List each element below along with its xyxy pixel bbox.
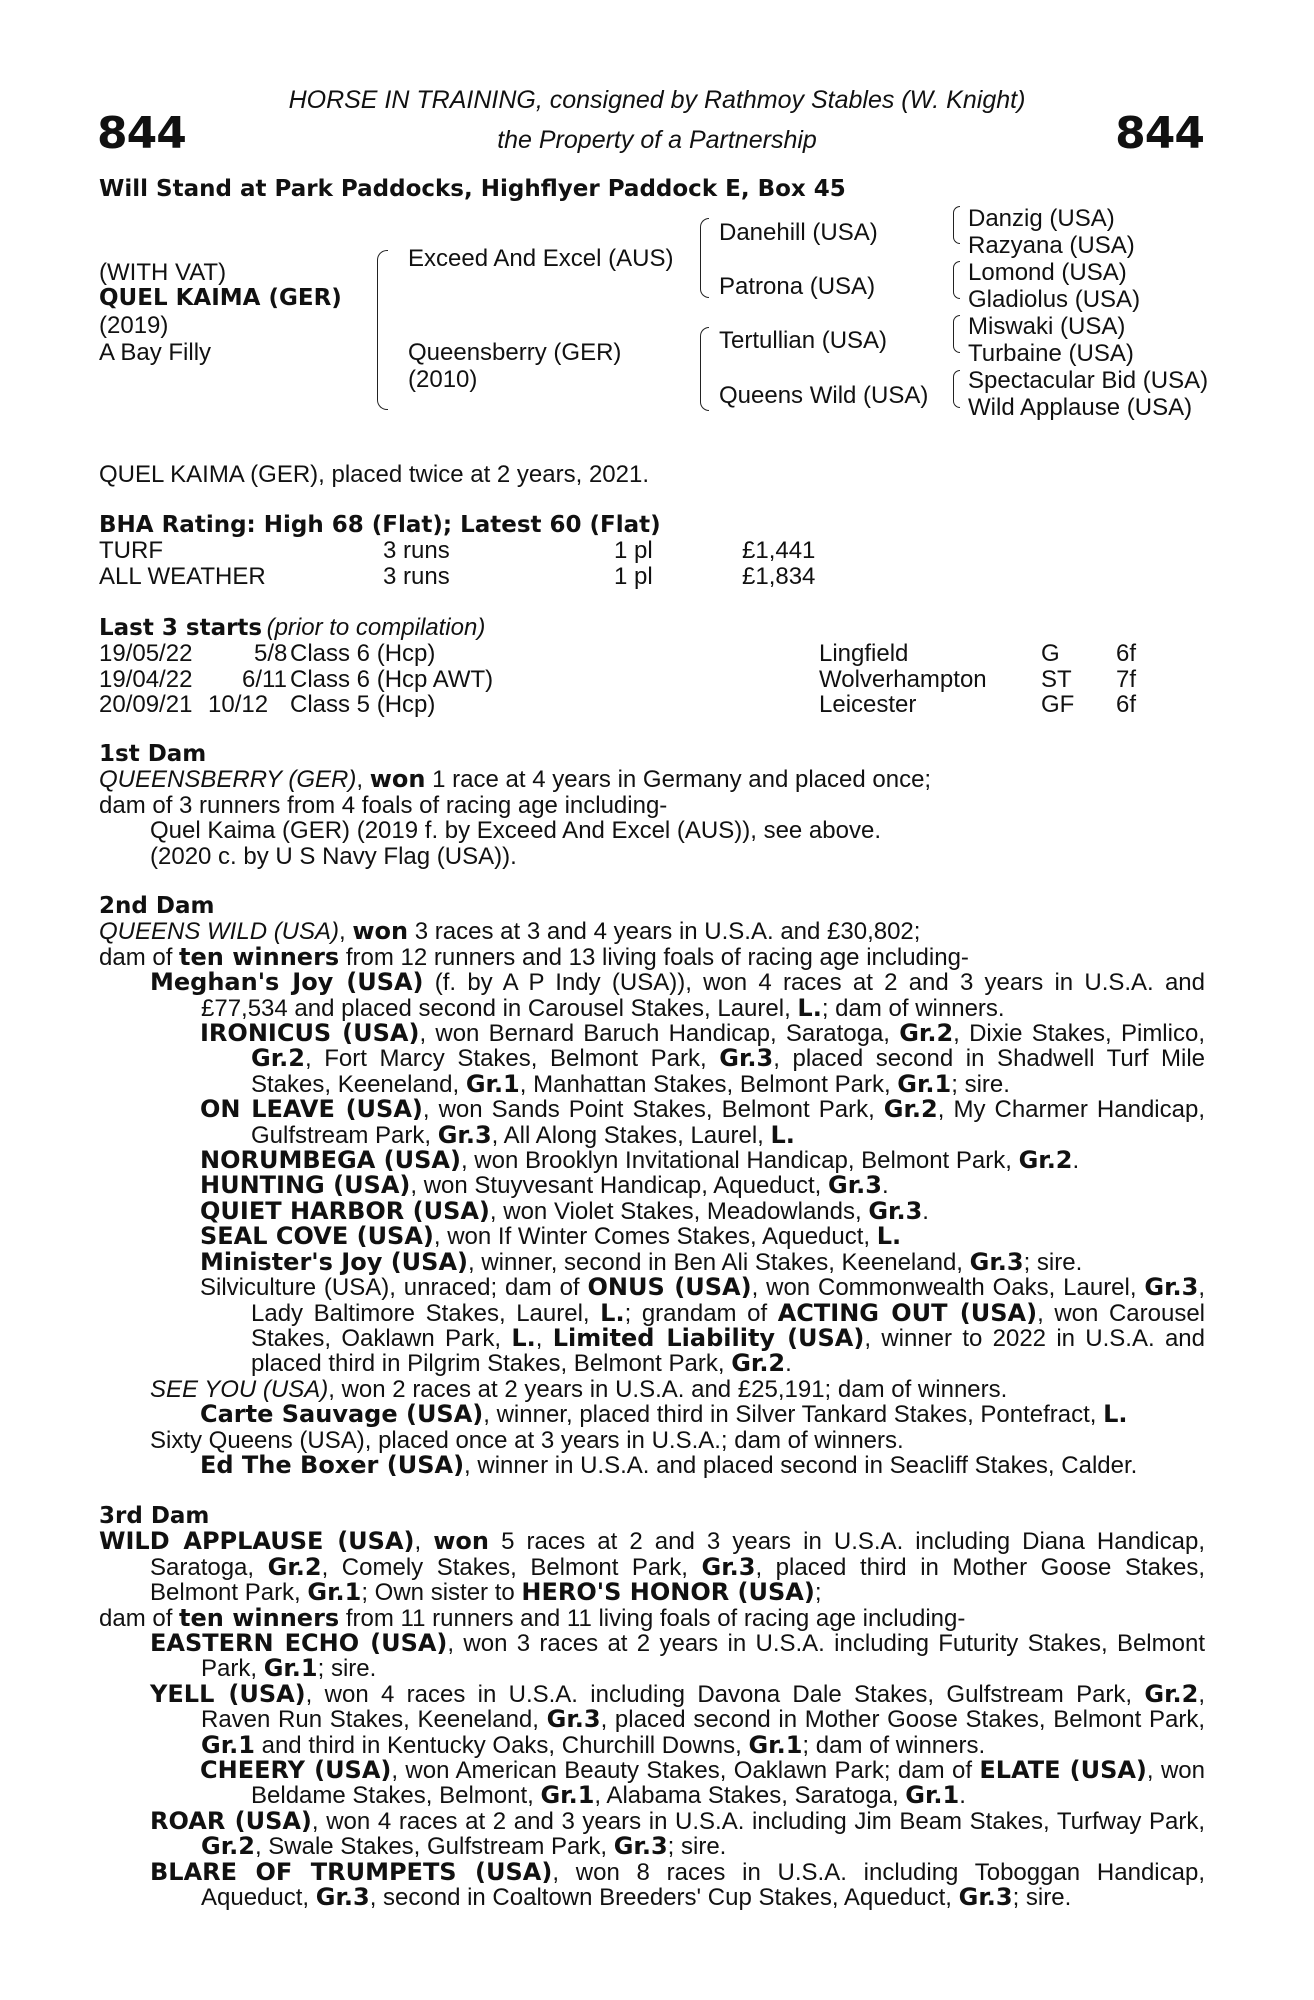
- last-starts-note: (prior to compilation): [266, 614, 486, 641]
- horse-year: (2019): [99, 312, 169, 339]
- start-class: Class 5 (Hcp): [290, 691, 436, 718]
- horse-description: A Bay Filly: [99, 339, 212, 366]
- start-position: 6/11: [242, 666, 287, 693]
- start-date: 19/04/22: [99, 666, 193, 693]
- pedigree-sire-dam: Patrona (USA): [719, 273, 876, 300]
- pedigree-gen3-3: Lomond (USA): [968, 259, 1127, 286]
- pedigree-brace-sire: [700, 218, 709, 298]
- produce-item: BLARE OF TRUMPETS (USA), won 8 races in U.S.A. including Toboggan Handicap, Aqueduct, Gr.3, second in Coaltown Breeders' Cup Stakes, Aqueduct, Gr.3; sire.: [150, 1857, 1205, 1912]
- start-class: Class 6 (Hcp): [290, 640, 436, 667]
- first-dam-produce-intro: dam of 3 runners from 4 foals of racing age including-: [99, 791, 668, 819]
- start-going: ST: [1041, 666, 1072, 693]
- rating-runs: 3 runs: [383, 537, 450, 564]
- vat-note: (WITH VAT): [99, 259, 227, 286]
- produce-item: NORUMBEGA (USA), won Brooklyn Invitational Handicap, Belmont Park, Gr.2.: [200, 1146, 1080, 1175]
- last-starts-title: Last 3 starts: [99, 615, 263, 641]
- start-going: G: [1041, 640, 1060, 667]
- produce-item: Sixty Queens (USA), placed once at 3 years in U.S.A.; dam of winners.: [150, 1426, 904, 1454]
- pedigree-gen3-8: Wild Applause (USA): [968, 394, 1193, 421]
- produce-item: EASTERN ECHO (USA), won 3 races at 2 years in U.S.A. including Futurity Stakes, Belmont Park, Gr.1; sire.: [150, 1629, 1205, 1683]
- pedigree-brace-g3: [953, 315, 960, 353]
- start-course: Lingfield: [819, 640, 909, 667]
- start-position: 10/12: [208, 691, 269, 718]
- produce-item: Silviculture (USA), unraced; dam of ONUS (USA), won Commonwealth Oaks, Laurel, Gr.3, Lady Baltimore Stakes, Laurel, L.; grandam of ACTING OUT (USA), won Carousel Stakes, Oaklawn Park, L., Limited Liability (USA), winner to 2022 in U.S.A. and placed third in Pilgrim Stakes, Belmont Park, Gr.2.: [200, 1273, 1206, 1378]
- last-starts-heading: [99, 614, 485, 642]
- produce-item: CHEERY (USA), won American Beauty Stakes, Oaklawn Park; dam of ELATE (USA), won Beldame Stakes, Belmont, Gr.1, Alabama Stakes, Saratoga, Gr.1.: [200, 1756, 1205, 1810]
- lot-number-left: 844: [97, 108, 186, 159]
- rating-prize: £1,834: [742, 563, 816, 590]
- rating-placed: 1 pl: [614, 563, 653, 590]
- rating-surface: ALL WEATHER: [99, 563, 266, 590]
- pedigree-sire: Exceed And Excel (AUS): [408, 245, 674, 272]
- second-dam-produce-intro: dam of ten winners from 12 runners and 13 living foals of racing age including-: [99, 942, 969, 971]
- stand-location: Will Stand at Park Paddocks, Highflyer Paddock E, Box 45: [99, 176, 846, 202]
- race-summary: QUEL KAIMA (GER), placed twice at 2 years, 2021.: [99, 461, 650, 488]
- rating-surface: TURF: [99, 537, 163, 564]
- pedigree-brace-g2: [953, 261, 960, 299]
- second-dam-section: [99, 894, 1205, 1478]
- produce-item: Meghan's Joy (USA) (f. by A P Indy (USA)), won 4 races at 2 and 3 years in U.S.A. and £77,534 and placed second in Carousel Stakes, Laurel, L.; dam of winners.: [150, 968, 1205, 1022]
- start-distance: 6f: [1116, 691, 1137, 718]
- second-dam-text: QUEENS WILD (USA), won 3 races at 3 and 4 years in U.S.A. and £30,802;: [99, 917, 921, 946]
- produce-item: HUNTING (USA), won Stuyvesant Handicap, Aqueduct, Gr.3.: [200, 1171, 889, 1200]
- start-course: Leicester: [819, 691, 917, 718]
- bha-rating-title: BHA Rating: High 68 (Flat); Latest 60 (Flat): [99, 512, 661, 538]
- first-dam-produce-item: (2020 c. by U S Navy Flag (USA)).: [150, 842, 517, 870]
- start-going: GF: [1041, 691, 1075, 718]
- produce-item: Ed The Boxer (USA), winner in U.S.A. and placed second in Seacliff Stakes, Calder.: [200, 1450, 1138, 1479]
- pedigree-dam-year: (2010): [408, 366, 478, 393]
- third-dam-text: WILD APPLAUSE (USA), won 5 races at 2 and 3 years in U.S.A. including Diana Handicap, Saratoga, Gr.2, Comely Stakes, Belmont Park, Gr.3, placed third in Mother Goose Stakes, Belmont Park, Gr.1; Own sister to HERO'S HONOR (USA);: [99, 1527, 1205, 1607]
- third-dam-heading: 3rd Dam: [99, 1503, 210, 1529]
- start-date: 19/05/22: [99, 640, 193, 667]
- pedigree-gen3-2: Razyana (USA): [968, 232, 1135, 259]
- produce-item: ROAR (USA), won 4 races at 2 and 3 years in U.S.A. including Jim Beam Stakes, Turfway Park, Gr.2, Swale Stakes, Gulfstream Park, Gr.3; sire.: [150, 1806, 1205, 1861]
- produce-item: YELL (USA), won 4 races in U.S.A. including Davona Dale Stakes, Gulfstream Park, Gr.2, Raven Run Stakes, Keeneland, Gr.3, placed second in Mother Goose Stakes, Belmont Park, Gr.1 and third in Kentucky Oaks, Churchill Downs, Gr.1; dam of winners.: [150, 1679, 1206, 1759]
- lot-number-right: 844: [1115, 108, 1204, 159]
- pedigree-gen3-1: Danzig (USA): [968, 205, 1115, 232]
- produce-item: SEAL COVE (USA), won If Winter Comes Stakes, Aqueduct, L.: [200, 1222, 902, 1251]
- pedigree-sire-sire: Danehill (USA): [719, 219, 878, 246]
- produce-item: IRONICUS (USA), won Bernard Baruch Handicap, Saratoga, Gr.2, Dixie Stakes, Pimlico, Gr.2, Fort Marcy Stakes, Belmont Park, Gr.3, placed second in Shadwell Turf Mile Stakes, Keeneland, Gr.1, Manhattan Stakes, Belmont Park, Gr.1; sire.: [200, 1019, 1205, 1098]
- pedigree-brace-g4: [953, 370, 960, 408]
- pedigree-gen3-5: Miswaki (USA): [968, 313, 1126, 340]
- produce-item: QUIET HARBOR (USA), won Violet Stakes, Meadowlands, Gr.3.: [200, 1196, 929, 1225]
- pedigree-gen3-4: Gladiolus (USA): [968, 286, 1141, 313]
- rating-prize: £1,441: [742, 537, 816, 564]
- start-class: Class 6 (Hcp AWT): [290, 666, 494, 693]
- horse-name: QUEL KAIMA (GER): [99, 285, 342, 311]
- pedigree-dam-dam: Queens Wild (USA): [719, 382, 929, 409]
- first-dam-section: [99, 742, 1205, 869]
- pedigree-brace-g1: [953, 206, 960, 244]
- pedigree-dam-sire: Tertullian (USA): [719, 327, 888, 354]
- rating-placed: 1 pl: [614, 537, 653, 564]
- third-dam-section: [99, 1504, 1205, 1911]
- produce-item: Minister's Joy (USA), winner, second in Ben Ali Stakes, Keeneland, Gr.3; sire.: [200, 1247, 1083, 1276]
- start-course: Wolverhampton: [819, 666, 987, 693]
- pedigree-gen3-6: Turbaine (USA): [968, 340, 1134, 367]
- pedigree-brace-dam: [700, 327, 709, 411]
- start-position: 5/8: [254, 640, 288, 667]
- produce-item: Carte Sauvage (USA), winner, placed third in Silver Tankard Stakes, Pontefract, L.: [200, 1400, 1128, 1429]
- pedigree-dam: Queensberry (GER): [408, 339, 622, 366]
- first-dam-heading: 1st Dam: [99, 741, 207, 767]
- start-distance: 7f: [1116, 666, 1137, 693]
- first-dam-text: QUEENSBERRY (GER), won 1 race at 4 years in Germany and placed once;: [99, 765, 932, 794]
- pedigree-gen3-7: Spectacular Bid (USA): [968, 367, 1209, 394]
- property-line: the Property of a Partnership: [497, 126, 817, 154]
- consignor-line: HORSE IN TRAINING, consigned by Rathmoy Stables (W. Knight): [288, 86, 1026, 114]
- rating-runs: 3 runs: [383, 563, 450, 590]
- first-dam-produce-item: Quel Kaima (GER) (2019 f. by Exceed And Excel (AUS)), see above.: [150, 817, 881, 845]
- produce-item: SEE YOU (USA), won 2 races at 2 years in U.S.A. and £25,191; dam of winners.: [150, 1375, 1008, 1403]
- produce-item: ON LEAVE (USA), won Sands Point Stakes, Belmont Park, Gr.2, My Charmer Handicap, Gulfstream Park, Gr.3, All Along Stakes, Laurel, L.: [200, 1095, 1205, 1149]
- third-dam-produce-intro: dam of ten winners from 11 runners and 11 living foals of racing age including-: [99, 1603, 966, 1632]
- start-date: 20/09/21: [99, 691, 193, 718]
- pedigree-brace-main: [377, 250, 388, 410]
- start-distance: 6f: [1116, 640, 1137, 667]
- second-dam-heading: 2nd Dam: [99, 893, 215, 919]
